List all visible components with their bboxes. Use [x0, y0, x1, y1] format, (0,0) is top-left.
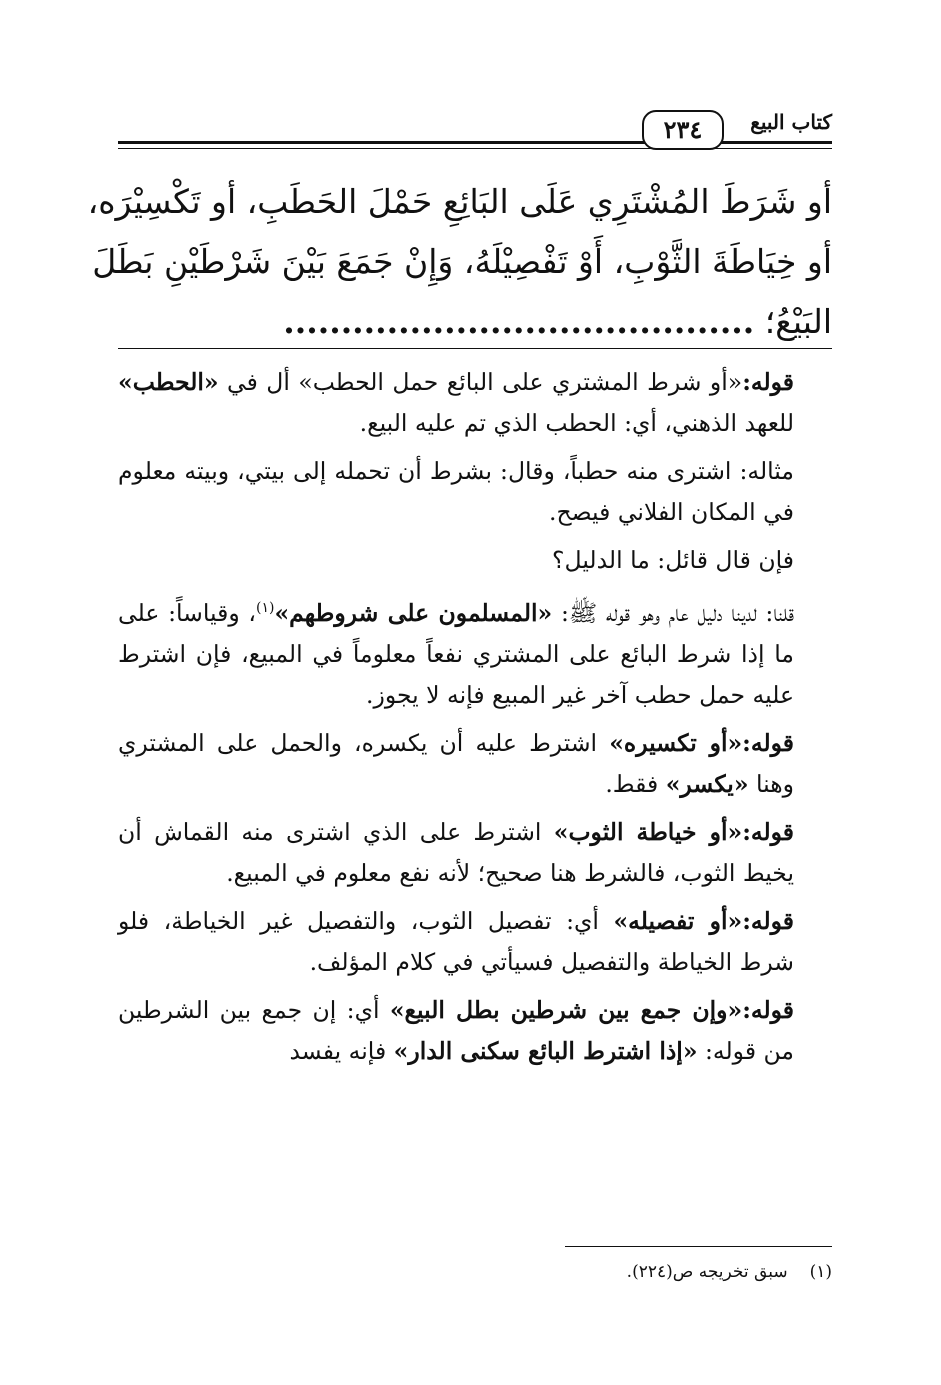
footnote-text: سبق تخريجه ص(٢٢٤). [626, 1262, 788, 1282]
commentary-paragraph-5 [118, 723, 832, 805]
header-rule [118, 141, 832, 144]
commentary-paragraph-6 [118, 812, 832, 894]
commentary-paragraph-8 [118, 990, 832, 1072]
qawluh-label: قوله: [742, 817, 794, 846]
matn-dots: ......................................... [283, 302, 755, 341]
qawluh-label: قوله: [742, 995, 794, 1024]
bold-quote: «يكسر» [665, 769, 749, 798]
quote: «وإن جمع بين شرطين بطل البيع» [389, 995, 743, 1024]
page-header [118, 104, 832, 156]
qawluh-label: قوله: [742, 906, 794, 935]
bold-quote: «الحطب» [118, 368, 219, 396]
commentary-paragraph-4 [118, 588, 832, 716]
matn-divider [118, 348, 832, 349]
text: ، وقياساً: على ما إذا شرط البائع على المشتري نفعاً معلوماً في المبيع، فإن اشترط عليه حمل حطب آخر غير المبيع فإنه لا يجوز. [118, 598, 794, 709]
header-rule-thin [118, 148, 832, 149]
text: أل في [218, 368, 299, 396]
commentary [118, 362, 832, 1079]
text: اشترط على الذي اشترى منه القماش أن يخيط الثوب، فالشرط هنا صحيح؛ لأنه نفع معلوم في المبيع. [118, 817, 794, 887]
quote: «أو خياطة الثوب» [553, 817, 743, 846]
quote: «أو تكسيره» [609, 728, 743, 757]
commentary-paragraph-7 [118, 901, 832, 983]
text: للعهد الذهني، أي: الحطب الذي تم عليه البيع. [359, 409, 794, 437]
qawluh-label: قوله: [742, 728, 794, 757]
text: قلنا: لدينا دليل عام وهو قوله ﷺ: [552, 598, 794, 627]
qawluh-label: قوله: [742, 368, 794, 396]
quote: «أو شرط المشتري على البائع حمل الحطب» [298, 368, 743, 396]
text: أي: تفصيل الثوب، والتفصيل غير الخياطة، فلو شرط الخياطة والتفصيل فسيأتي في كلام المؤلف. [118, 906, 794, 976]
matn-line-3-text: البَيْعُ؛ [764, 302, 832, 341]
text: فإنه يفسد [289, 1036, 394, 1065]
page-number: ٢٣٤ [642, 110, 724, 150]
matn-line-3 [118, 292, 832, 352]
commentary-paragraph-1 [118, 362, 832, 444]
matn-line-2: أو خِيَاطَةَ الثَّوْبِ، أَوْ تَفْصِيْلَهُ، وَإِنْ جَمَعَ بَيْنَ شَرْطَيْنِ بَطَلَ [92, 242, 832, 281]
footnote-rule [565, 1246, 832, 1247]
text: أي: إن جمع بين الشرطين من قوله: [118, 995, 794, 1065]
quote: «أو تفصيله» [613, 906, 743, 935]
commentary-paragraph-2: مثاله: اشترى منه حطباً، وقال: بشرط أن تحمله إلى بيتي، وبيته معلوم في المكان الفلاني فيصح. [118, 457, 794, 526]
commentary-paragraph-3: فإن قال قائل: ما الدليل؟ [552, 546, 794, 574]
hadith-quote: «المسلمون على شروطهم» [274, 598, 553, 627]
book-title: كتاب البيع [750, 110, 832, 134]
footnote [605, 1262, 832, 1282]
text: اشترط عليه أن يكسره، والحمل على المشتري وهنا [118, 728, 794, 798]
footnote-marker: (١) [809, 1262, 832, 1282]
bold-quote: «إذا اشترط البائع سكنى الدار» [393, 1036, 698, 1065]
footnote-ref: (١) [255, 600, 275, 616]
matn-line-1: أو شَرَطَ المُشْتَرِي عَلَى البَائِعِ حَمْلَ الحَطَبِ، أو تَكْسِيْرَه، [87, 182, 832, 221]
main-text [87, 172, 832, 352]
text: فقط. [605, 769, 666, 798]
